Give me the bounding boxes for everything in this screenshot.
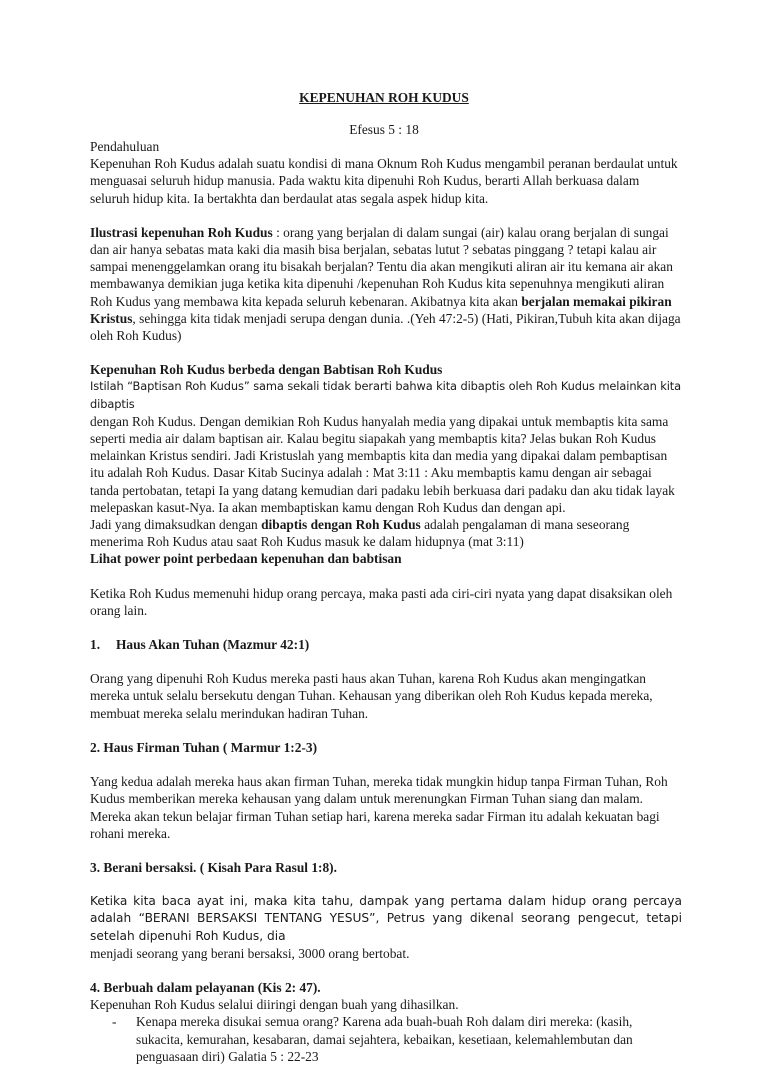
powerpoint-note: Lihat power point perbedaan kepenuhan dan babtisan <box>90 551 402 567</box>
signs-intro: Ketika Roh Kudus memenuhi hidup orang percaya, maka pasti ada ciri-ciri nyata yang dapat disaksikan oleh orang lain. <box>90 585 673 618</box>
baptism-meaning <box>90 516 682 550</box>
illustration-text-end: , sehingga kita tidak menjadi serupa dengan dunia. .(Yeh 47:2-5) (Hati, Pikiran,Tubuh kita akan dijaga oleh Roh Kudus) <box>90 310 681 344</box>
point-1-heading <box>90 636 682 653</box>
point-2-heading: 2. Haus Firman Tuhan ( Marmur 1:2-3) <box>90 739 318 755</box>
difference-paragraph: dengan Roh Kudus. Dengan demikian Roh Kudus hanyalah media yang dipakai untuk membaptis kita sama seperti media air dalam baptisan air. Kalau begitu siapakah yang membaptis kita? Jelas bukan Roh Kudus melainkan Kristus sendiri. Jadi Kristuslah yang membaptis kita dan media yang dipakai dalam pembaptisan itu adalah Roh Kudus. Dasar Kitab Sucinya adalah : Mat 3:11 : Aku membaptis kamu dengan air sebagai tanda pertobatan, tetapi Ia yang datang kemudian dari padaku lebih berkuasa dari padaku dan aku tidak layak melepaskan kasut-Nya. Ia akan membaptiskan kamu dengan Roh Kudus dan dengan api. <box>90 413 675 515</box>
page-title: KEPENUHAN ROH KUDUS <box>299 90 469 105</box>
intro-paragraph: Kepenuhan Roh Kudus adalah suatu kondisi di mana Oknum Roh Kudus mengambil peranan berdaulat untuk menguasai seluruh hidup manusia. Pada waktu kita dipenuhi Roh Kudus, berarti Allah berkuasa dalam seluruh hidup kita. Ia bertakhta dan berdaulat atas segala aspek hidup kita. <box>90 156 678 206</box>
point-3-text: menjadi seorang yang berani bersaksi, 3000 orang bertobat. <box>90 945 410 961</box>
difference-heading: Kepenuhan Roh Kudus berbeda dengan Babtisan Roh Kudus <box>90 362 443 378</box>
illustration-paragraph <box>90 224 682 344</box>
document-body <box>90 138 682 1065</box>
point-4-heading <box>90 979 682 996</box>
baptism-meaning-post: adalah pengalaman di mana seseorang menerima Roh Kudus atau saat Roh Kudus masuk ke dalam hidupnya (mat 3:11) <box>90 517 630 550</box>
point-4-list <box>90 1013 682 1065</box>
scripture-reference: Efesus 5 : 18 <box>349 122 419 137</box>
point-1-title: Haus Akan Tuhan (Mazmur 42:1) <box>116 637 310 653</box>
illustration-text: : orang yang berjalan di dalam sungai (air) kalau orang berjalan di sungai dan air hanya sebatas mata kaki dia masih bisa berjalan, sebatas lutut ? sebatas pinggang ? tetapi kalau air sampai menenggelamkan orang itu bisakah berjalan? Tentu dia akan mengikuti aliran air itu kemana air akan membawanya demikian juga ketika kita dipenuhi /kepenuhan Roh Kudus kita sepenuhnya mengikuti aliran Roh Kudus yang membawa kita kepada seluruh kebenaran. Akibatnya kita akan <box>90 224 673 309</box>
illustration-label: Ilustrasi kepenuhan Roh Kudus <box>90 224 273 240</box>
point-3-text-alt: Ketika kita baca ayat ini, maka kita tahu, dampak yang pertama dalam hidup orang percaya adalah “BERANI BERSAKSI TENTANG YESUS”, Petrus yang dikenal seorang pengecut, tetapi setelah dipenuhi Roh Kudus, dia <box>90 894 682 943</box>
baptism-meaning-pre: Jadi yang dimaksudkan dengan <box>90 517 262 533</box>
difference-first-line: Istilah “Baptisan Roh Kudus” sama sekali tidak berarti bahwa kita dibaptis oleh Roh Kudus melainkan kita dibaptis <box>90 379 682 411</box>
point-1-text: Orang yang dipenuhi Roh Kudus mereka pasti haus akan Tuhan, karena Roh Kudus akan mengingatkan mereka untuk selalu bersekutu dengan Tuhan. Kehausan yang diberikan oleh Roh Kudus kepada mereka, membuat mereka selalu merindukan hadiran Tuhan. <box>90 671 653 721</box>
point-1-number: 1. <box>90 637 101 653</box>
baptism-meaning-term: dibaptis dengan Roh Kudus <box>261 517 421 533</box>
list-item: - Kenapa mereka disukai semua orang? Karena ada buah-buah Roh dalam diri mereka: (kasih, sukacita, kemurahan, kesabaran, damai sejahtera, kebaikan, kesetiaan, kelemahlembutan dan penguasaan diri) Galatia 5 : 22-23 <box>136 1013 682 1065</box>
point-4-reference: (Kis 2: 47). <box>254 979 321 995</box>
intro-heading: Pendahuluan <box>90 139 160 154</box>
point-3-heading: 3. Berani bersaksi. ( Kisah Para Rasul 1:8). <box>90 859 337 875</box>
point-4-text: Kepenuhan Roh Kudus selalui diiringi dengan buah yang dihasilkan. <box>90 997 459 1013</box>
illustration-emphasis: berjalan memakai pikiran Kristus <box>90 293 672 326</box>
point-4-title: 4. Berbuah dalam pelayanan <box>90 979 255 995</box>
point-2-text: Yang kedua adalah mereka haus akan firman Tuhan, mereka tidak mungkin hidup tanpa Firman Tuhan, Roh Kudus memberikan mereka kehausan yang dalam untuk merenungkan Firman Tuhan siang dan malam. Mereka akan tekun belajar firman Tuhan setiap hari, karena mereka sadar Firman itu adalah kekuatan bagi rohani mereka. <box>90 774 668 841</box>
